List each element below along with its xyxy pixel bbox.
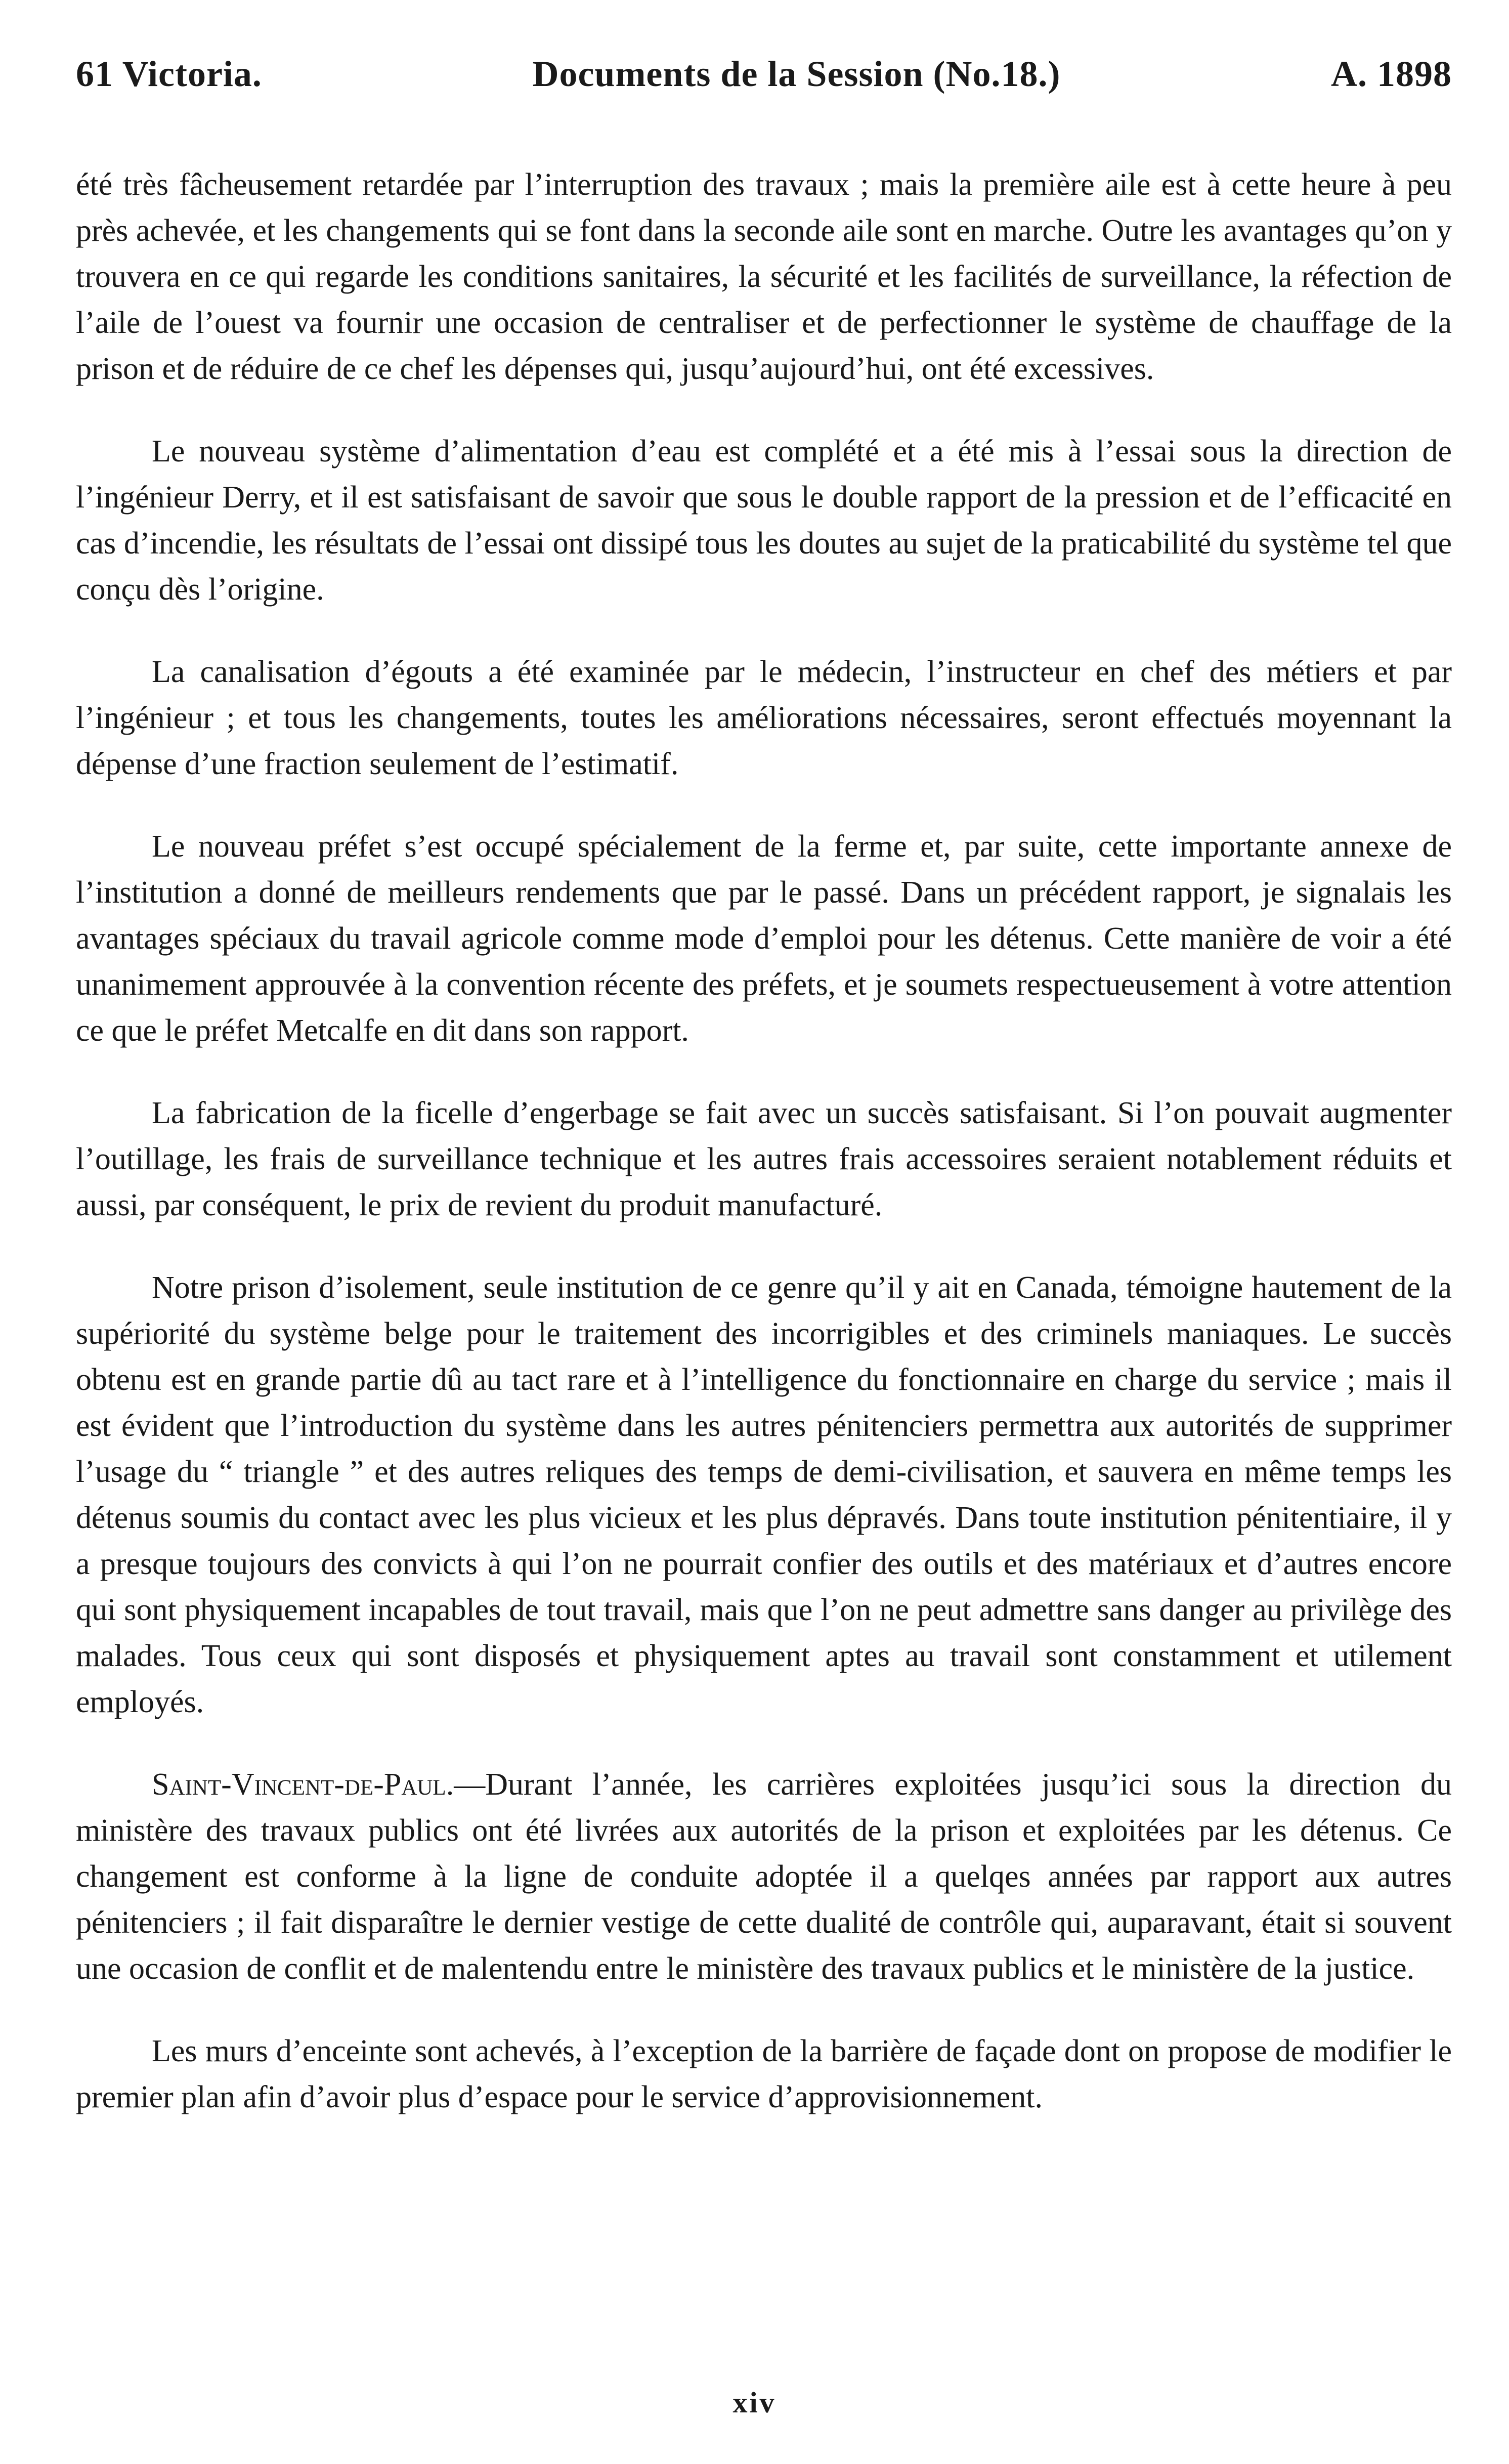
paragraph-water-system bbox=[76, 429, 1452, 613]
paragraph-saint-vincent-de-paul bbox=[76, 1762, 1452, 1992]
paragraph-sewerage bbox=[76, 649, 1452, 787]
paragraph-isolation-prison bbox=[76, 1265, 1452, 1725]
running-header bbox=[76, 53, 1452, 109]
header-regnal-year: 61 Victoria. bbox=[76, 54, 262, 94]
paragraph-text: La canalisation d’égouts a été examinée par le médecin, l’instructeur en chef des métiers et par l’ingénieur ; et tous les changements, toutes les améliorations nécessaires, seront effectués moyennant la dépense d’une fraction seulement de l’estimatif. bbox=[76, 655, 1452, 781]
paragraph-west-wing bbox=[76, 162, 1452, 392]
header-year: A. 1898 bbox=[1331, 54, 1452, 94]
paragraph-text: Le nouveau système d’alimentation d’eau est complété et a été mis à l’essai sous la direction de l’ingénieur Derry, et il est satisfaisant de savoir que sous le double rapport de la pression et de l’efficacité en cas d’incendie, les résultats de l’essai ont dissipé tous les doutes au sujet de la praticabilité du système tel que conçu dès l’origine. bbox=[76, 434, 1452, 607]
paragraph-enclosure-walls bbox=[76, 2028, 1452, 2120]
body-text bbox=[76, 162, 1452, 2157]
paragraph-text: La fabrication de la ficelle d’engerbage se fait avec un succès satisfaisant. Si l’on pouvait augmenter l’outillage, les frais de surveillance technique et les autres frais accessoires seraient notablement réduits et aussi, par conséquent, le prix de revient du produit manufacturé. bbox=[76, 1096, 1452, 1222]
paragraph-text: Les murs d’enceinte sont achevés, à l’exception de la barrière de façade dont on propose de modifier le premier plan afin d’avoir plus d’espace pour le service d’approvisionnement. bbox=[76, 2034, 1452, 2114]
paragraph-text: Le nouveau préfet s’est occupé spécialement de la ferme et, par suite, cette importante annexe de l’institution a donné de meilleurs rendements que par le passé. Dans un précédent rapport, je signalais les avantages spéciaux du travail agricole comme mode d’emploi pour les détenus. Cette manière de voir a été unanimement approuvée à la convention récente des préfets, et je soumets respectueusement à votre attention ce que le préfet Metcalfe en dit dans son rapport. bbox=[76, 829, 1452, 1048]
paragraph-text: été très fâcheusement retardée par l’interruption des travaux ; mais la première aile est à cette heure à peu près achevée, et les changements qui se font dans la seconde aile sont en marche. Outre les avantages qu’on y trouvera en ce qui regarde les conditions sanitaires, la sécurité et les facilités de surveillance, la réfection de l’aile de l’ouest va fournir une occasion de centraliser et de perfectionner le système de chauffage de la prison et de réduire de ce chef les dépenses qui, jusqu’aujourd’hui, ont été excessives. bbox=[76, 167, 1452, 386]
paragraph-binder-twine bbox=[76, 1090, 1452, 1228]
paragraph-text: Notre prison d’isolement, seule institution de ce genre qu’il y ait en Canada, témoigne hautement de la supériorité du système belge pour le traitement des incorrigibles et des criminels maniaques. Le succès obtenu est en grande partie dû au tact rare et à l’intelligence du fonctionnaire en charge du service ; mais il est évident que l’introduction du système dans les autres pénitenciers permettra aux autorités de supprimer l’usage du “ triangle ” et des autres reliques des temps de demi-civilisation, et sauvera en même temps les détenus soumis du contact avec les plus vicieux et les plus dépravés. Dans toute institution pénitentiaire, il y a presque toujours des convicts à qui l’on ne pourrait confier des outils et des matériaux et d’autres encore qui sont physiquement incapables de tout travail, mais que l’on ne peut admettre sans danger au privilège des malades. Tous ceux qui sont disposés et physiquement aptes au travail sont constamment et utilement employés. bbox=[76, 1270, 1452, 1719]
page-number: xiv bbox=[732, 2386, 777, 2419]
paragraph-farm bbox=[76, 824, 1452, 1054]
section-heading: Saint-Vincent-de-Paul. bbox=[152, 1767, 454, 1802]
header-document-title: Documents de la Session (No.18.) bbox=[532, 54, 1061, 94]
paragraph-text: —Durant l’année, les carrières exploitées jusqu’ici sous la direction du ministère des travaux publics ont été livrées aux autorités de la prison et exploitées par les détenus. Ce changement est conforme à la ligne de conduite adoptée il a quelqes années par rapport aux autres pénitenciers ; il fait disparaître le dernier vestige de cette dualité de contrôle qui, auparavant, était si souvent une occasion de conflit et de malentendu entre le ministère des travaux publics et le ministère de la justice. bbox=[76, 1767, 1452, 1986]
